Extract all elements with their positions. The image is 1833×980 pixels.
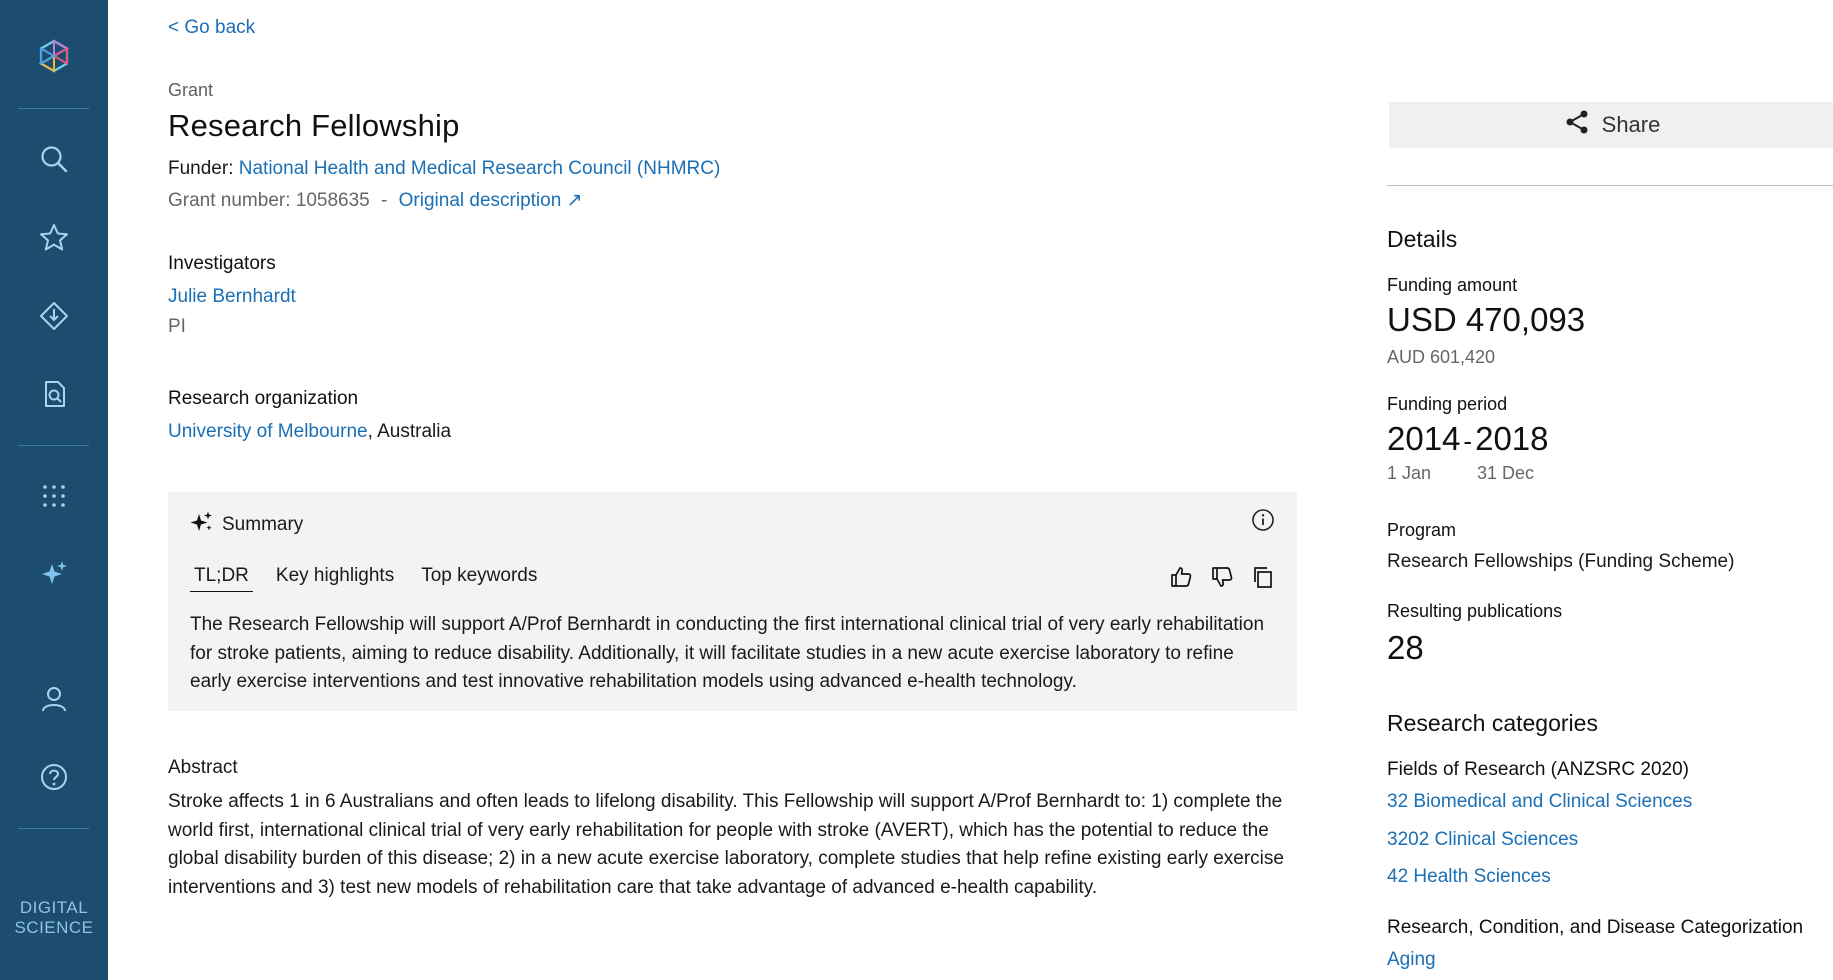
summary-panel bbox=[168, 492, 1297, 711]
sidebar-divider bbox=[18, 828, 89, 829]
share-button[interactable] bbox=[1389, 102, 1833, 148]
grant-number: Grant number: 1058635 bbox=[168, 190, 370, 211]
period-dash: - bbox=[1463, 426, 1473, 456]
program-label: Program bbox=[1387, 520, 1457, 540]
summary-tabs bbox=[190, 565, 560, 592]
go-back-link[interactable]: < Go back bbox=[168, 17, 256, 38]
category-link[interactable]: 3202 Clinical Sciences bbox=[1387, 829, 1579, 850]
summary-tools bbox=[1169, 565, 1275, 589]
separator: - bbox=[381, 190, 388, 211]
digital-science-logo: DIGITAL SCIENCE bbox=[14, 898, 94, 937]
investigator-link[interactable]: Julie Bernhardt bbox=[168, 286, 296, 307]
apps-grid-icon[interactable] bbox=[34, 476, 74, 516]
funding-period-label: Funding period bbox=[1387, 394, 1508, 414]
investigators-label: Investigators bbox=[168, 253, 276, 274]
period-end-year: 2018 bbox=[1475, 420, 1549, 457]
sidebar-divider bbox=[18, 445, 89, 446]
share-label: Share bbox=[1601, 112, 1661, 137]
funding-period-years bbox=[1387, 420, 1549, 458]
thumbs-down-icon[interactable] bbox=[1210, 565, 1234, 589]
category-link[interactable]: 42 Health Sciences bbox=[1387, 866, 1551, 887]
abstract-text: Stroke affects 1 in 6 Australians and often leads to lifelong disability. This Fellowship will support A/Prof Bernhardt to: 1) complete the world first, international clinical trial of very early rehabilitation for people with stroke (AVERT), which has the potential to reduce the global disability burden of this disease; 2) in a new acute exercise laboratory, complete studies that help refine existing early exercise interventions and 3) test new models of rehabilitation care that take advantage of advanced e-health capability. bbox=[168, 791, 1284, 898]
grant-number-row bbox=[168, 189, 582, 212]
tab-top-keywords[interactable]: Top keywords bbox=[421, 565, 538, 586]
ai-sparkle-icon[interactable] bbox=[34, 554, 74, 594]
share-icon bbox=[1564, 109, 1590, 141]
for-label: Fields of Research (ANZSRC 2020) bbox=[1387, 759, 1689, 780]
abstract-label: Abstract bbox=[168, 757, 238, 778]
document-search-icon[interactable] bbox=[34, 374, 74, 414]
help-icon[interactable] bbox=[34, 757, 74, 797]
tab-key-highlights[interactable]: Key highlights bbox=[275, 565, 395, 586]
funder-label: Funder: bbox=[168, 158, 234, 179]
download-icon[interactable] bbox=[34, 296, 74, 336]
funding-amount-aud: AUD 601,420 bbox=[1387, 347, 1496, 367]
summary-text: The Research Fellowship will support A/Prof Bernhardt in conducting the first international clinical trial of very early rehabilitation for stroke patients, aiming to reduce disability. Additionally, it will facilitate studies in a new acute exercise laboratory to refine early exercise interventions and test innovative rehabilitation models using advanced e-health technology. bbox=[190, 614, 1265, 692]
publications-label: Resulting publications bbox=[1387, 601, 1563, 621]
program-value: Research Fellowships (Funding Scheme) bbox=[1387, 551, 1735, 572]
rcdc-label: Research, Condition, and Disease Categorization bbox=[1387, 917, 1804, 938]
summary-title: Summary bbox=[222, 514, 304, 535]
summary-header bbox=[190, 510, 303, 540]
copy-icon[interactable] bbox=[1251, 565, 1275, 589]
organization-country: , Australia bbox=[367, 421, 452, 442]
funder-link[interactable]: National Health and Medical Research Council (NHMRC) bbox=[238, 158, 721, 179]
original-description-link[interactable]: Original description ↗ bbox=[398, 190, 583, 211]
period-end-day: 31 Dec bbox=[1477, 463, 1535, 483]
sparkle-icon bbox=[190, 510, 214, 540]
funding-period-days bbox=[1387, 463, 1534, 484]
funding-amount-usd: USD 470,093 bbox=[1387, 301, 1586, 338]
app-logo-icon[interactable] bbox=[34, 36, 74, 76]
categories-heading: Research categories bbox=[1387, 710, 1598, 736]
sidebar bbox=[0, 0, 108, 980]
sidebar-divider bbox=[18, 108, 89, 109]
rcdc-link[interactable]: Aging bbox=[1387, 949, 1436, 970]
thumbs-up-icon[interactable] bbox=[1169, 565, 1193, 589]
panel-divider bbox=[1387, 185, 1833, 186]
details-panel bbox=[1387, 0, 1833, 980]
tab-tldr[interactable]: TL;DR bbox=[190, 565, 253, 592]
funding-amount-label: Funding amount bbox=[1387, 275, 1518, 295]
details-heading: Details bbox=[1387, 226, 1458, 252]
record-type: Grant bbox=[168, 80, 214, 100]
organization-label: Research organization bbox=[168, 388, 359, 409]
publications-count: 28 bbox=[1387, 629, 1424, 666]
star-icon[interactable] bbox=[34, 218, 74, 258]
period-start-year: 2014 bbox=[1387, 420, 1461, 457]
period-start-day: 1 Jan bbox=[1387, 463, 1432, 483]
investigator-role: PI bbox=[168, 316, 186, 337]
user-icon[interactable] bbox=[34, 679, 74, 719]
page-title: Research Fellowship bbox=[168, 108, 460, 143]
organization-link[interactable]: University of Melbourne bbox=[168, 421, 368, 442]
info-icon[interactable] bbox=[1251, 508, 1275, 537]
category-link[interactable]: 32 Biomedical and Clinical Sciences bbox=[1387, 791, 1693, 812]
search-icon[interactable] bbox=[34, 139, 74, 179]
organization-row bbox=[168, 421, 451, 443]
funder-row bbox=[168, 158, 720, 180]
main-content bbox=[168, 0, 1298, 980]
